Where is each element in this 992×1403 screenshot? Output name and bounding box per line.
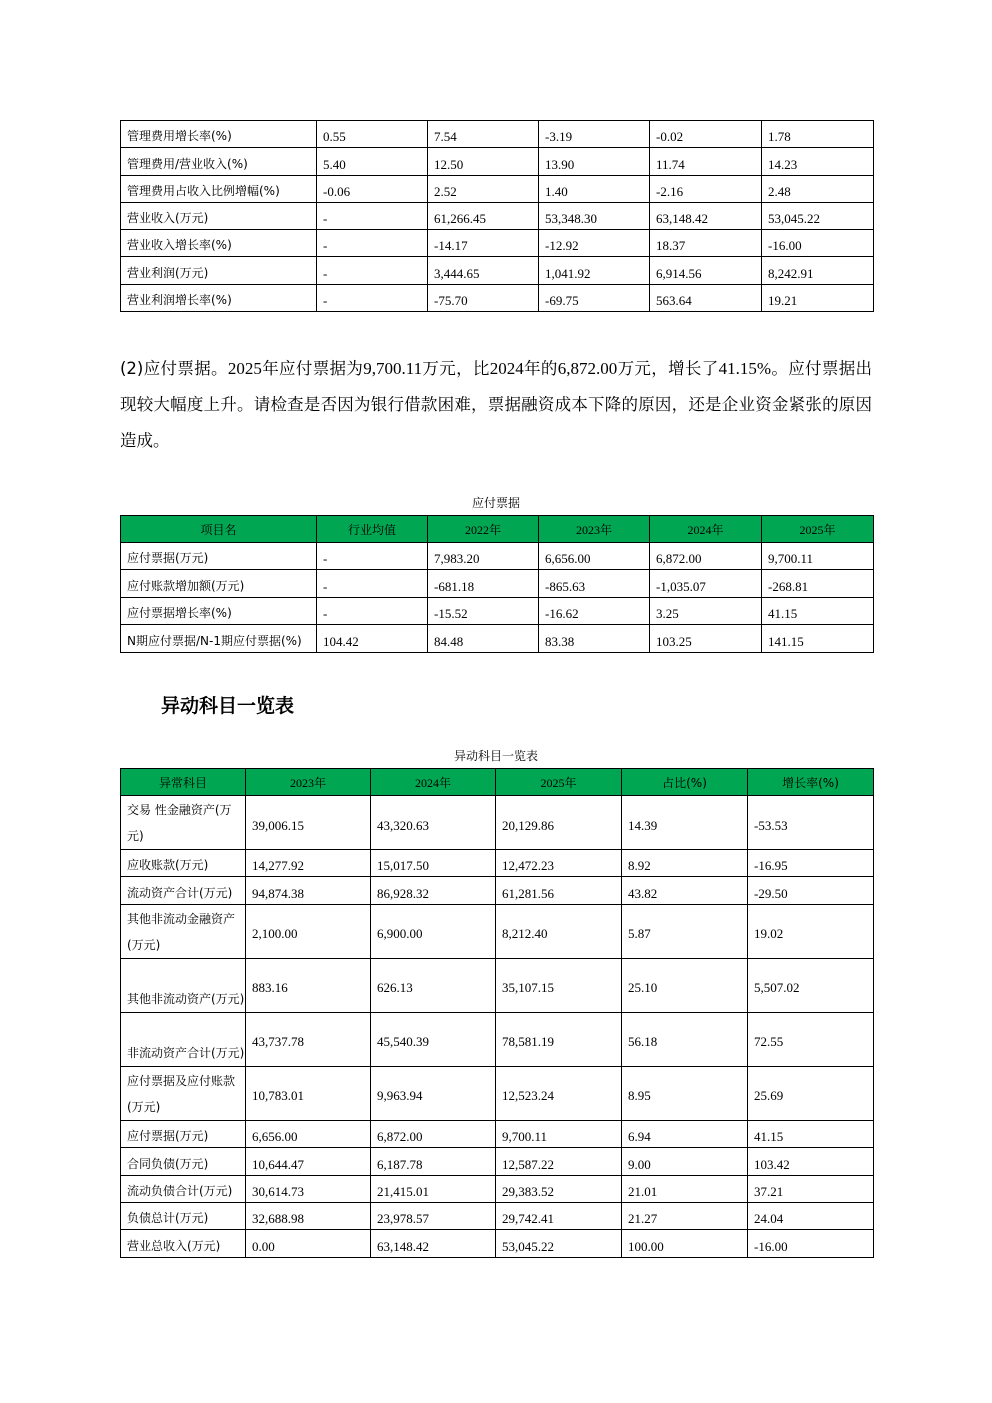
table-header-row	[121, 516, 874, 543]
row-label: 应付账款增加额(万元)	[121, 570, 317, 597]
table-cell: 78,581.19	[496, 1012, 622, 1066]
table-cell: 1.78	[762, 121, 874, 148]
row-label: 管理费用占收入比例增幅(%)	[121, 175, 317, 202]
table-cell: 29,383.52	[496, 1175, 622, 1202]
column-header: 2023年	[246, 769, 371, 796]
table-cell: 7.54	[428, 121, 539, 148]
table-cell: -69.75	[539, 284, 650, 311]
table-cell: 86,928.32	[371, 877, 496, 904]
table-cell: 12,587.22	[496, 1148, 622, 1175]
table-cell: 84.48	[428, 625, 539, 652]
table-cell: 6,656.00	[539, 543, 650, 570]
table-cell: 563.64	[650, 284, 762, 311]
table-cell: 883.16	[246, 958, 371, 1012]
table-cell: 5,507.02	[748, 958, 874, 1012]
column-header: 行业均值	[317, 516, 428, 543]
column-header: 2025年	[762, 516, 874, 543]
table-cell: 43.82	[622, 877, 748, 904]
table-cell: 2.52	[428, 175, 539, 202]
column-header: 增长率(%)	[748, 769, 874, 796]
table-cell: 8.95	[622, 1066, 748, 1120]
table-cell: 21,415.01	[371, 1175, 496, 1202]
table-cell: 3.25	[650, 597, 762, 624]
table-cell: 6,914.56	[650, 257, 762, 284]
table-cell: -12.92	[539, 230, 650, 257]
table-row	[121, 877, 874, 904]
table-cell: 23,978.57	[371, 1202, 496, 1229]
row-label: 营业利润增长率(%)	[121, 284, 317, 311]
table-cell: 56.18	[622, 1012, 748, 1066]
table-cell: -16.00	[762, 230, 874, 257]
table-cell: 6,872.00	[650, 543, 762, 570]
table-cell: 15,017.50	[371, 850, 496, 877]
row-label: 流动负债合计(万元)	[121, 1175, 246, 1202]
table-row	[121, 175, 874, 202]
table-row	[121, 1202, 874, 1229]
table-cell: 39,006.15	[246, 796, 371, 850]
table-row	[121, 1175, 874, 1202]
table-cell: 104.42	[317, 625, 428, 652]
column-header: 异常科目	[121, 769, 246, 796]
table-row	[121, 284, 874, 311]
table-cell: 19.21	[762, 284, 874, 311]
table-cell: 43,320.63	[371, 796, 496, 850]
column-header: 2024年	[650, 516, 762, 543]
table-cell: -29.50	[748, 877, 874, 904]
abnormal-items-table	[120, 768, 874, 1258]
table-cell: 53,348.30	[539, 202, 650, 229]
table-cell: 11.74	[650, 148, 762, 175]
row-label: 交易 性金融资产(万元)	[121, 796, 246, 850]
table-cell: 25.69	[748, 1066, 874, 1120]
table-cell: 18.37	[650, 230, 762, 257]
table-cell: -865.63	[539, 570, 650, 597]
table-row	[121, 257, 874, 284]
table-cell: 626.13	[371, 958, 496, 1012]
table-cell: 6,900.00	[371, 904, 496, 958]
table-cell: 21.01	[622, 1175, 748, 1202]
table-cell: 9.00	[622, 1148, 748, 1175]
table-cell: 6,187.78	[371, 1148, 496, 1175]
column-header: 2025年	[496, 769, 622, 796]
table-cell: 19.02	[748, 904, 874, 958]
table-cell: 0.55	[317, 121, 428, 148]
table-cell: 32,688.98	[246, 1202, 371, 1229]
table-cell: 30,614.73	[246, 1175, 371, 1202]
table-cell: -	[317, 257, 428, 284]
row-label: 应付票据(万元)	[121, 1120, 246, 1147]
row-label: 其他非流动资产(万元)	[121, 958, 246, 1012]
table-cell: -	[317, 597, 428, 624]
table-cell: 8,242.91	[762, 257, 874, 284]
row-label: 营业收入(万元)	[121, 202, 317, 229]
table-cell: -	[317, 543, 428, 570]
table-cell: -14.17	[428, 230, 539, 257]
table-cell: 14.23	[762, 148, 874, 175]
table-cell: 53,045.22	[496, 1230, 622, 1257]
row-label: 应付票据及应付账款(万元)	[121, 1066, 246, 1120]
table-cell: 7,983.20	[428, 543, 539, 570]
table-row	[121, 625, 874, 652]
table-cell: -75.70	[428, 284, 539, 311]
table-cell: 5.87	[622, 904, 748, 958]
row-label: 应收账款(万元)	[121, 850, 246, 877]
table-row	[121, 148, 874, 175]
management-expense-table	[120, 120, 874, 312]
table-cell: 1.40	[539, 175, 650, 202]
table-cell: 12,472.23	[496, 850, 622, 877]
table-cell: 8,212.40	[496, 904, 622, 958]
table-cell: 43,737.78	[246, 1012, 371, 1066]
table-row	[121, 543, 874, 570]
row-label: 营业利润(万元)	[121, 257, 317, 284]
table-cell: 45,540.39	[371, 1012, 496, 1066]
table-cell: 63,148.42	[650, 202, 762, 229]
column-header: 2022年	[428, 516, 539, 543]
table-cell: 100.00	[622, 1230, 748, 1257]
table-cell: 141.15	[762, 625, 874, 652]
table-cell: -268.81	[762, 570, 874, 597]
table-cell: 24.04	[748, 1202, 874, 1229]
table-cell: 83.38	[539, 625, 650, 652]
table-cell: 37.21	[748, 1175, 874, 1202]
table-row	[121, 1230, 874, 1257]
table-cell: 20,129.86	[496, 796, 622, 850]
table-cell: 9,700.11	[762, 543, 874, 570]
table-cell: 103.25	[650, 625, 762, 652]
table-cell: -0.02	[650, 121, 762, 148]
row-label: 其他非流动金融资产(万元)	[121, 904, 246, 958]
table-cell: 72.55	[748, 1012, 874, 1066]
table-cell: 14,277.92	[246, 850, 371, 877]
table-cell: 13.90	[539, 148, 650, 175]
table-cell: 12.50	[428, 148, 539, 175]
table-cell: 41.15	[762, 597, 874, 624]
table-cell: -	[317, 570, 428, 597]
table-cell: -3.19	[539, 121, 650, 148]
changes-table-caption: 异动科目一览表	[453, 749, 538, 763]
table-row	[121, 202, 874, 229]
table-cell: 10,644.47	[246, 1148, 371, 1175]
column-header: 2024年	[371, 769, 496, 796]
table-row	[121, 904, 874, 958]
table-cell: -681.18	[428, 570, 539, 597]
table-header-row	[121, 769, 874, 796]
table-cell: -53.53	[748, 796, 874, 850]
table-cell: 3,444.65	[428, 257, 539, 284]
table-cell: -16.00	[748, 1230, 874, 1257]
table-row	[121, 1148, 874, 1175]
table-cell: -	[317, 202, 428, 229]
row-label: N期应付票据/N-1期应付票据(%)	[121, 625, 317, 652]
table-cell: -1,035.07	[650, 570, 762, 597]
table-cell: 35,107.15	[496, 958, 622, 1012]
notes-payable-table	[120, 515, 874, 653]
table-row	[121, 958, 874, 1012]
table-cell: -	[317, 230, 428, 257]
column-header: 2023年	[539, 516, 650, 543]
row-label: 管理费用/营业收入(%)	[121, 148, 317, 175]
table-cell: 94,874.38	[246, 877, 371, 904]
table-cell: 61,281.56	[496, 877, 622, 904]
row-label: 应付票据增长率(%)	[121, 597, 317, 624]
table-cell: 29,742.41	[496, 1202, 622, 1229]
table-cell: 53,045.22	[762, 202, 874, 229]
table-row	[121, 121, 874, 148]
table-cell: -	[317, 284, 428, 311]
table-cell: 9,963.94	[371, 1066, 496, 1120]
table-cell: 6,656.00	[246, 1120, 371, 1147]
table-cell: 8.92	[622, 850, 748, 877]
bills-analysis-paragraph: (2)应付票据。2025年应付票据为9,700.11万元，比2024年的6,872.00万元，增长了41.15%。应付票据出现较大幅度上升。请检查是否因为银行借款困难，票据融资成本下降的原因，还是企业资金紧张的原因造成。	[120, 359, 873, 450]
table-cell: 63,148.42	[371, 1230, 496, 1257]
table-cell: -15.52	[428, 597, 539, 624]
table-row	[121, 1012, 874, 1066]
table-cell: -16.62	[539, 597, 650, 624]
table-cell: 5.40	[317, 148, 428, 175]
table-cell: 14.39	[622, 796, 748, 850]
table-cell: 1,041.92	[539, 257, 650, 284]
table-cell: 2.48	[762, 175, 874, 202]
table-cell: -2.16	[650, 175, 762, 202]
column-header: 项目名	[121, 516, 317, 543]
table-row	[121, 850, 874, 877]
row-label: 合同负债(万元)	[121, 1148, 246, 1175]
table-cell: 21.27	[622, 1202, 748, 1229]
column-header: 占比(%)	[622, 769, 748, 796]
section-heading: 异动科目一览表	[161, 695, 295, 717]
table-row	[121, 1066, 874, 1120]
table-row	[121, 1120, 874, 1147]
table-cell: 103.42	[748, 1148, 874, 1175]
row-label: 应付票据(万元)	[121, 543, 317, 570]
row-label: 营业收入增长率(%)	[121, 230, 317, 257]
table-row	[121, 796, 874, 850]
table-cell: 25.10	[622, 958, 748, 1012]
table-cell: -0.06	[317, 175, 428, 202]
table-cell: 2,100.00	[246, 904, 371, 958]
row-label: 非流动资产合计(万元)	[121, 1012, 246, 1066]
row-label: 管理费用增长率(%)	[121, 121, 317, 148]
row-label: 负债总计(万元)	[121, 1202, 246, 1229]
bills-table-caption: 应付票据	[471, 496, 520, 510]
table-cell: 12,523.24	[496, 1066, 622, 1120]
table-cell: 61,266.45	[428, 202, 539, 229]
table-cell: -16.95	[748, 850, 874, 877]
table-cell: 9,700.11	[496, 1120, 622, 1147]
table-row	[121, 570, 874, 597]
table-cell: 10,783.01	[246, 1066, 371, 1120]
row-label: 流动资产合计(万元)	[121, 877, 246, 904]
row-label: 营业总收入(万元)	[121, 1230, 246, 1257]
table-row	[121, 597, 874, 624]
table-cell: 6.94	[622, 1120, 748, 1147]
table-cell: 41.15	[748, 1120, 874, 1147]
table-cell: 6,872.00	[371, 1120, 496, 1147]
table-row	[121, 230, 874, 257]
table-cell: 0.00	[246, 1230, 371, 1257]
